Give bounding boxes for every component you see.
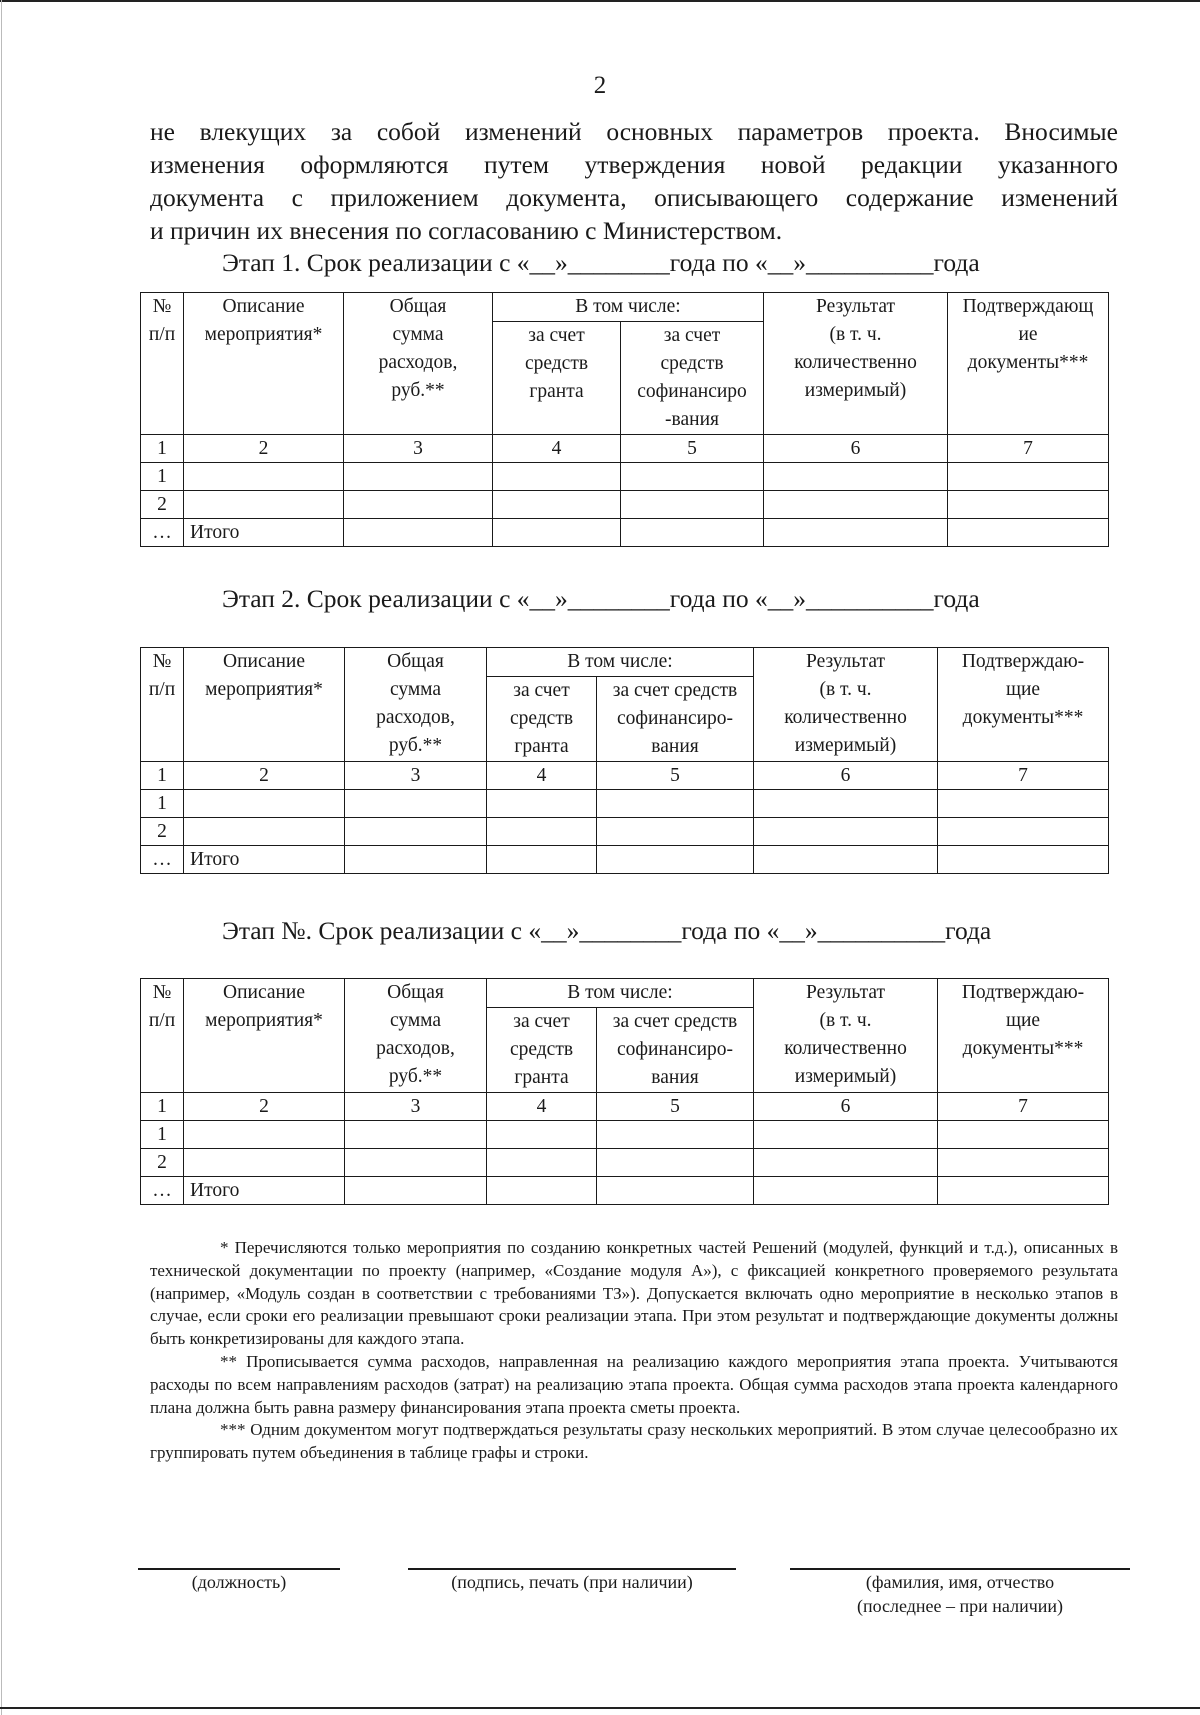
- table-row: 2: [141, 1149, 1109, 1177]
- left-border: [1, 0, 2, 1715]
- header-grant: за счет средств гранта: [493, 322, 621, 435]
- column-number-row: 1 2 3 4 5 6 7: [141, 762, 1109, 790]
- header-cofinancing: за счет средств софинансиро- вания: [597, 677, 754, 762]
- column-number-row: 1 2 3 4 5 6 7: [141, 435, 1109, 463]
- top-border: [0, 0, 1200, 2]
- page-number: 2: [593, 72, 607, 99]
- header-docs: Подтверждающ ие документы***: [948, 293, 1109, 435]
- table-row: 1: [141, 790, 1109, 818]
- column-number-row: 1 2 3 4 5 6 7: [141, 1093, 1109, 1121]
- intro-line: изменения оформляются путем утверждения новой редакции указанного: [150, 150, 1118, 179]
- intro-line: не влекущих за собой изменений основных параметров проекта. Вносимые: [150, 117, 1118, 146]
- stage-2-title: Этап 2. Срок реализации с «__»________года по «__»__________года: [222, 584, 980, 613]
- header-including: В том числе:: [487, 979, 754, 1008]
- header-grant: за счет средств гранта: [487, 677, 597, 762]
- header-grant: за счет средств гранта: [487, 1008, 597, 1093]
- intro-line: и причин их внесения по согласованию с Министерством.: [150, 216, 783, 245]
- footnotes: [150, 1237, 1118, 1465]
- footnote-3: *** Одним документом могут подтверждаться результаты сразу нескольких мероприятий. В этом случае целесообразно их группировать путем объединения в таблице графы и строки.: [150, 1420, 1118, 1463]
- header-docs: Подтверждаю- щие документы***: [938, 648, 1109, 762]
- intro-paragraph: [150, 115, 1118, 247]
- header-description: Описание мероприятия*: [184, 293, 344, 435]
- header-including: В том числе:: [493, 293, 764, 322]
- signature-label: (подпись, печать (при наличии): [451, 1572, 693, 1592]
- stage-1-table: [140, 292, 1109, 547]
- table-row: 2: [141, 818, 1109, 846]
- footnote-2: ** Прописывается сумма расходов, направленная на реализацию каждого мероприятия этапа проекта. Учитываются расходы по всем направлениям расходов (затрат) на реализацию этапа проекта. Общая сумма расходов этапа проекта календарного плана должна быть равна размеру финансирования этапа проекта сметы проекта.: [150, 1351, 1118, 1417]
- header-cofinancing: за счет средств софинансиро -вания: [621, 322, 764, 435]
- stage-n-table: [140, 978, 1109, 1205]
- total-row: … Итого: [141, 846, 1109, 874]
- header-docs: Подтверждаю- щие документы***: [938, 979, 1109, 1093]
- table-row: 1: [141, 1121, 1109, 1149]
- header-description: Описание мероприятия*: [184, 648, 345, 762]
- header-num: № п/п: [141, 979, 184, 1093]
- header-num: № п/п: [141, 293, 184, 435]
- stage-2-table: [140, 647, 1109, 874]
- table-row: 2: [141, 491, 1109, 519]
- total-row: … Итого: [141, 1177, 1109, 1205]
- header-result: Результат (в т. ч. количественно измеримый): [754, 979, 938, 1093]
- header-description: Описание мероприятия*: [184, 979, 345, 1093]
- footnote-1: * Перечисляются только мероприятия по созданию конкретных частей Решений (модулей, функций и т.д.), описанных в технической документации по проекту (например, «Создание модуля А»), с фиксацией конкретного проверяемого результата (например, «Модуль создан в соответствии с требованиями ТЗ»). Допускается включать одно мероприятие в несколько этапов в случае, если сроки его реализации превышают сроки реализации этапа. При этом результат и подтверждающие документы должны быть конкретизированы для каждого этапа.: [150, 1238, 1118, 1349]
- bottom-border: [0, 1707, 1200, 1709]
- total-row: … Итого: [141, 519, 1109, 547]
- name-label: (фамилия, имя, отчество (последнее – при наличии): [856, 1572, 1064, 1616]
- header-total: Общая сумма расходов, руб.**: [344, 293, 493, 435]
- header-result: Результат (в т. ч. количественно измеримый): [764, 293, 948, 435]
- header-cofinancing: за счет средств софинансиро- вания: [597, 1008, 754, 1093]
- header-result: Результат (в т. ч. количественно измеримый): [754, 648, 938, 762]
- header-including: В том числе:: [487, 648, 754, 677]
- header-total: Общая сумма расходов, руб.**: [345, 979, 487, 1093]
- stage-1-title: Этап 1. Срок реализации с «__»________года по «__»__________года: [222, 248, 980, 277]
- intro-line: документа с приложением документа, описывающего содержание изменений: [150, 183, 1118, 212]
- position-label: (должность): [191, 1572, 287, 1592]
- header-num: № п/п: [141, 648, 184, 762]
- table-row: 1: [141, 463, 1109, 491]
- stage-n-title: Этап №. Срок реализации с «__»________года по «__»__________года: [222, 916, 992, 945]
- header-total: Общая сумма расходов, руб.**: [345, 648, 487, 762]
